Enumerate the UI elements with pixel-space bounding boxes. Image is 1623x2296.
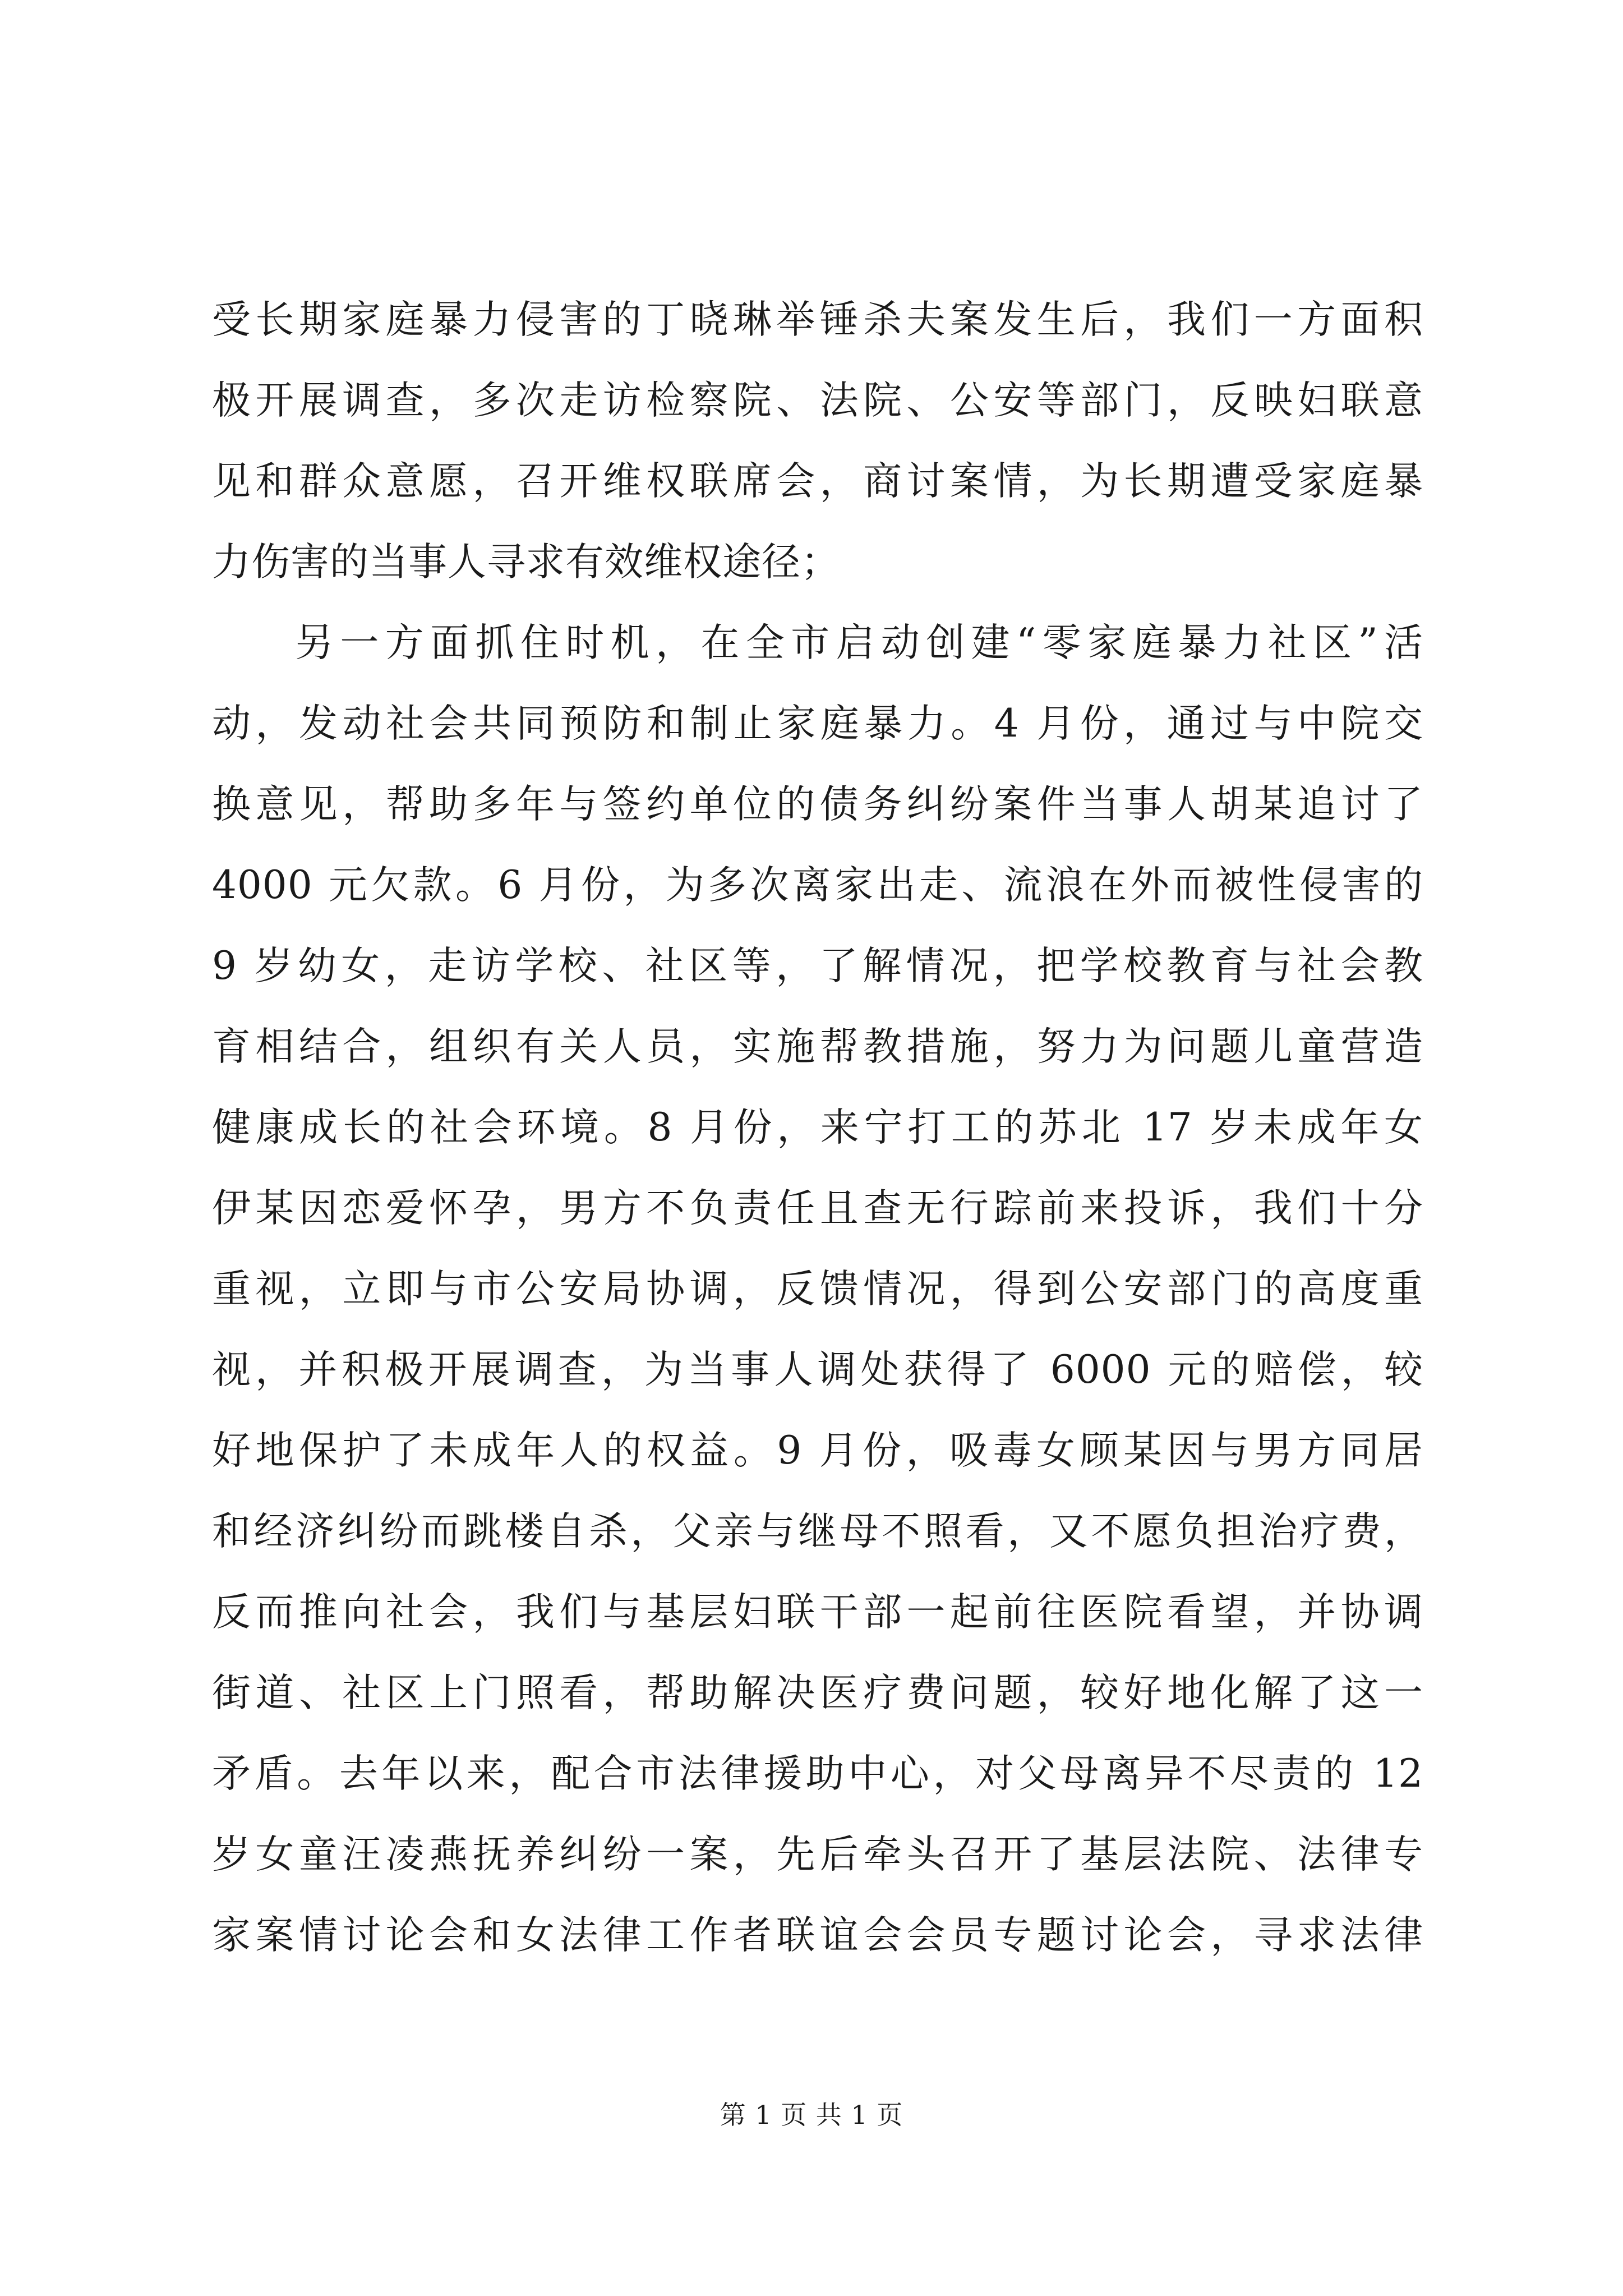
paragraph-2-line-8: 伊某因恋爱怀孕，男方不负责任且查无行踪前来投诉，我们十分 — [212, 1186, 1423, 1231]
paragraph-2-line-3: 换意见，帮助多年与签约单位的债务纠纷案件当事人胡某追讨了 — [212, 782, 1423, 827]
paragraph-2-line-4: 4000 元欠款。6 月份，为多次离家出走、流浪在外而被性侵害的 — [212, 863, 1423, 908]
paragraph-2-line-14: 街道、社区上门照看，帮助解决医疗费问题，较好地化解了这一 — [212, 1671, 1423, 1715]
paragraph-1-line-2: 极开展调查，多次走访检察院、法院、公安等部门，反映妇联意 — [212, 378, 1423, 423]
paragraph-1-line-3: 见和群众意愿，召开维权联席会，商讨案情，为长期遭受家庭暴 — [212, 459, 1423, 504]
page-number-label: 第 1 页 共 1 页 — [720, 2100, 903, 2130]
paragraph-2-line-10: 视，并积极开展调查，为当事人调处获得了 6000 元的赔偿，较 — [212, 1347, 1423, 1392]
paragraph-2-line-15: 矛盾。去年以来，配合市法律援助中心，对父母离异不尽责的 12 — [212, 1751, 1423, 1796]
paragraph-2-line-16: 岁女童汪凌燕抚养纠纷一案，先后牵头召开了基层法院、法律专 — [212, 1832, 1423, 1877]
page-footer — [0, 2098, 1623, 2132]
paragraph-2-line-11: 好地保护了未成年人的权益。9 月份，吸毒女顾某因与男方同居 — [212, 1428, 1423, 1473]
paragraph-2-line-17: 家案情讨论会和女法律工作者联谊会会员专题讨论会，寻求法律 — [212, 1913, 1423, 1958]
paragraph-2-line-13: 反而推向社会，我们与基层妇联干部一起前往医院看望，并协调 — [212, 1590, 1423, 1635]
paragraph-2-line-5: 9 岁幼女，走访学校、社区等，了解情况，把学校教育与社会教 — [212, 944, 1423, 988]
document-body — [212, 279, 1423, 1976]
paragraph-1-line-4: 力伤害的当事人寻求有效维权途径； — [212, 540, 840, 585]
paragraph-2-line-9: 重视，立即与市公安局协调，反馈情况，得到公安部门的高度重 — [212, 1267, 1423, 1312]
paragraph-2-line-2: 动，发动社会共同预防和制止家庭暴力。4 月份，通过与中院交 — [212, 701, 1423, 746]
paragraph-2-line-7: 健康成长的社会环境。8 月份，来宁打工的苏北 17 岁未成年女 — [212, 1105, 1423, 1150]
paragraph-2-line-1: 另一方面抓住时机，在全市启动创建“零家庭暴力社区”活 — [295, 620, 1423, 665]
paragraph-1-line-1: 受长期家庭暴力侵害的丁晓琳举锤杀夫案发生后，我们一方面积 — [212, 297, 1423, 342]
paragraph-2-line-12: 和经济纠纷而跳楼自杀，父亲与继母不照看，又不愿负担治疗费， — [212, 1509, 1423, 1554]
paragraph-2-line-6: 育相结合，组织有关人员，实施帮教措施，努力为问题儿童营造 — [212, 1024, 1423, 1069]
